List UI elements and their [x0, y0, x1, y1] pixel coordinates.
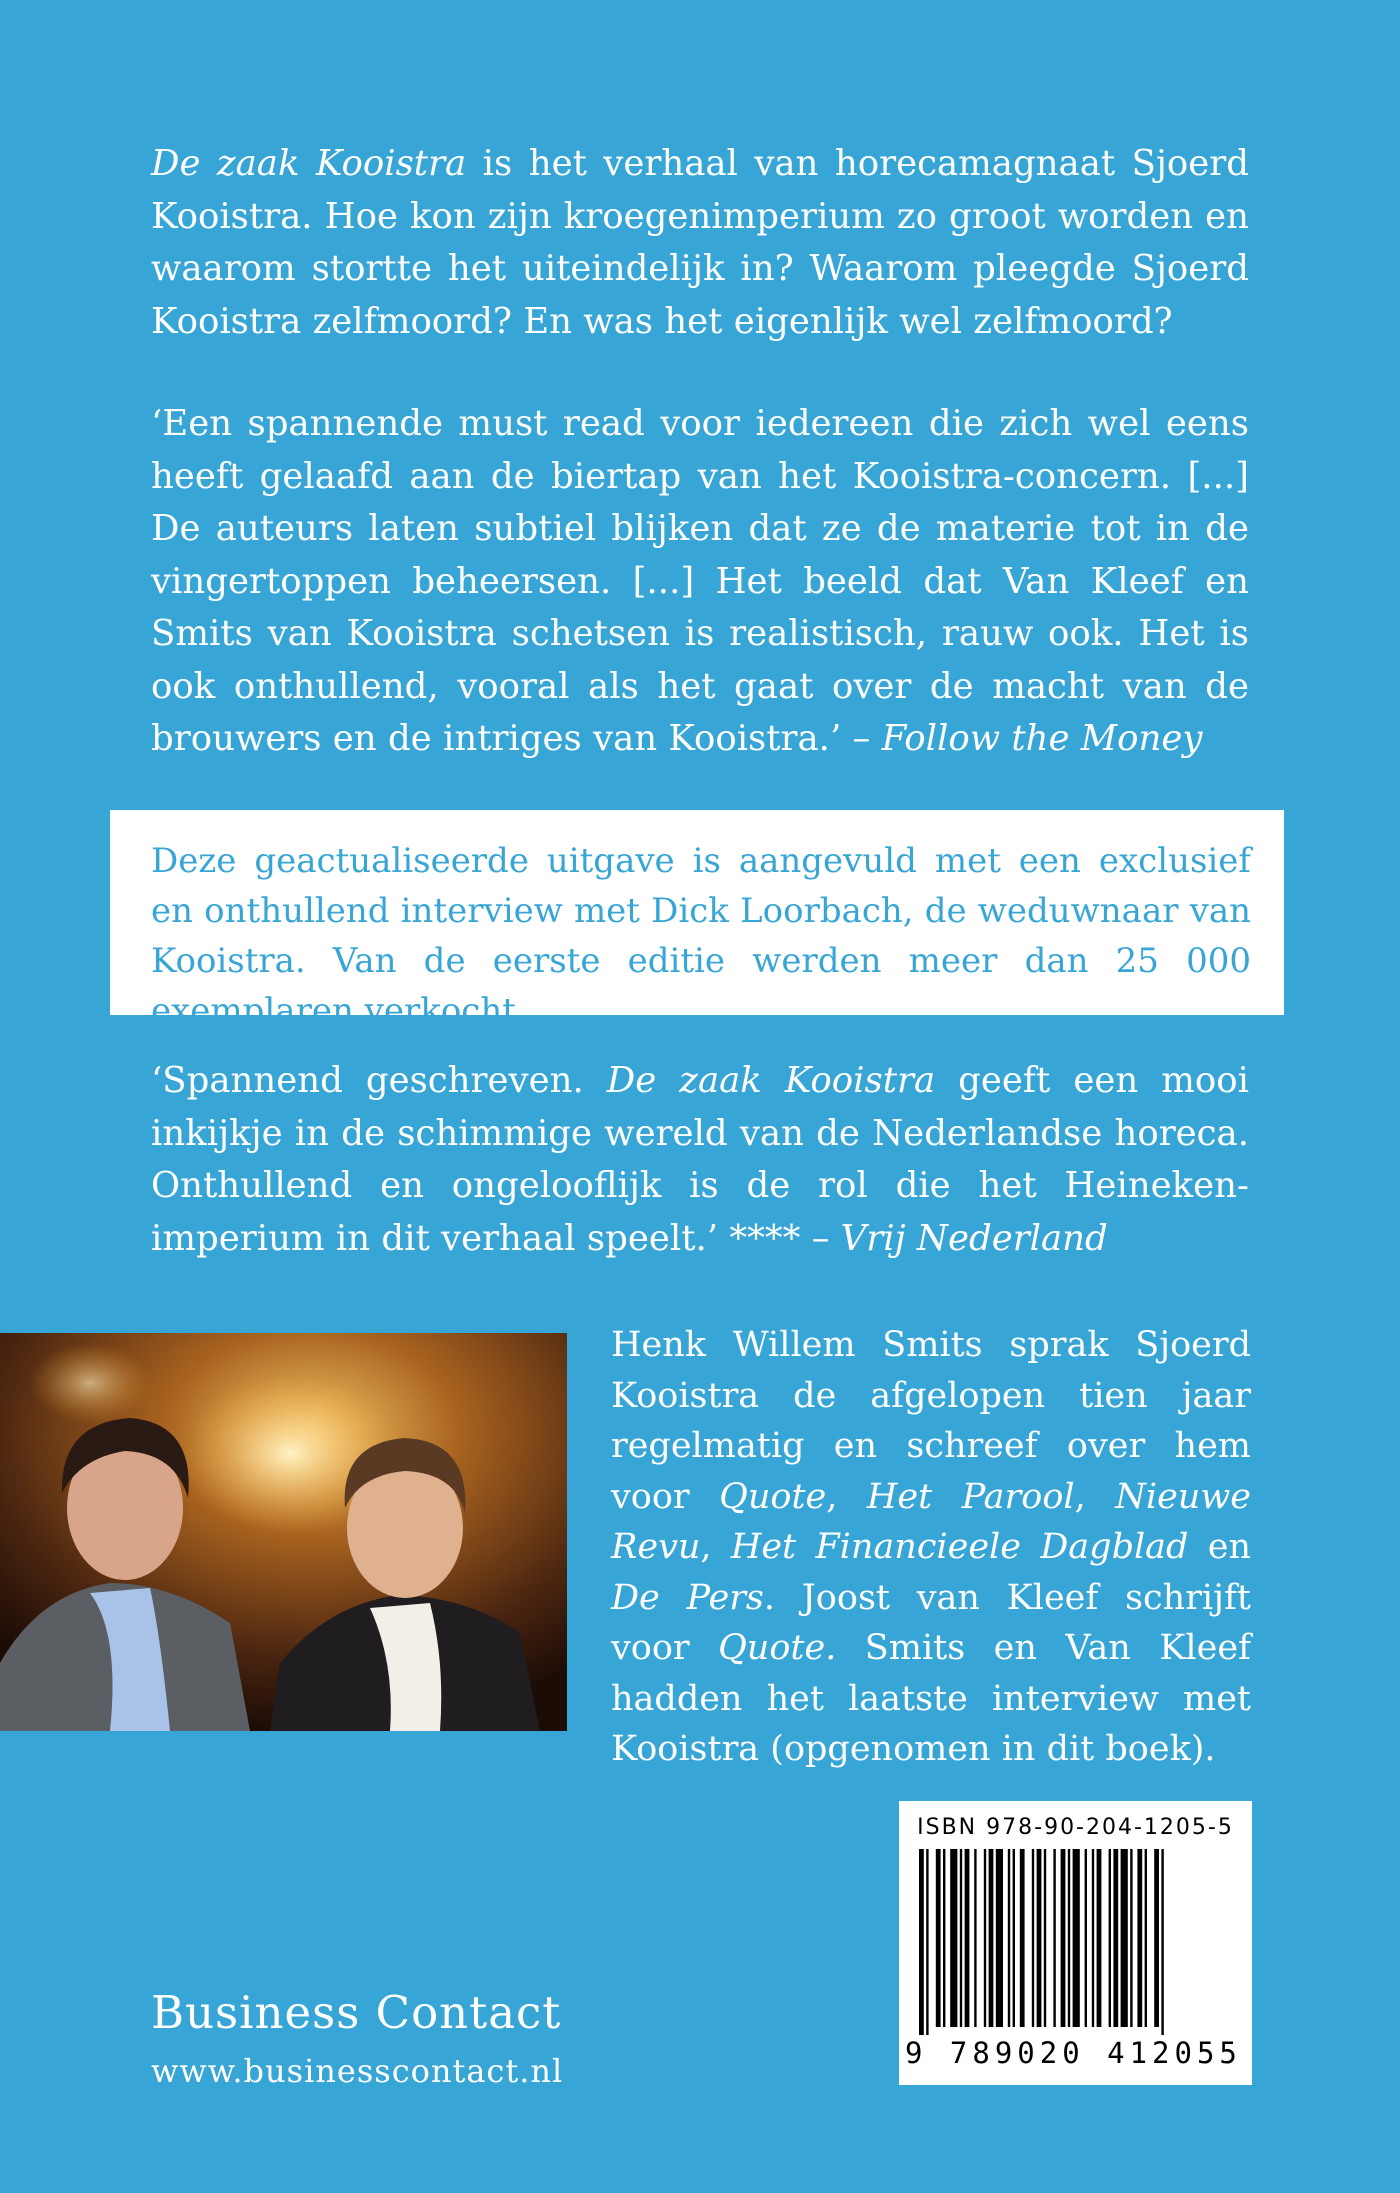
review-quote-1 [151, 398, 1249, 766]
bio-separator: en [1188, 1527, 1251, 1567]
bio-separator: , [700, 1527, 731, 1567]
intro-text: is het verhaal van horecamagnaat Sjoerd Kooistra. Hoe kon zijn kroegenimperium zo groot worden en waarom stortte het uiteindelijk in? Waarom pleegde Sjoerd Kooistra zelfmoord? En was het eigenlijk wel zelfmoord? [151, 143, 1249, 342]
bio-pub-pers: De Pers [611, 1577, 764, 1618]
barcode-digits: 9 789020 412055 [905, 2036, 1242, 2070]
author-bio [611, 1320, 1251, 1775]
author-photo [0, 1333, 567, 1731]
barcode-icon [919, 1849, 1233, 2035]
isbn-label: ISBN 978-90-204-1205-5 [917, 1815, 1234, 1840]
bio-part-2: . Joost van Kleef schrijft voor [611, 1577, 1251, 1668]
bio-separator: , [1074, 1476, 1116, 1517]
bio-pub-quote-2: Quote. [718, 1628, 837, 1668]
bio-pub-revu: Nieuwe Revu [611, 1476, 1251, 1567]
review-quote-2 [151, 1055, 1249, 1265]
review-quote-2-text-end: geeft een mooi inkijkje in de schimmige wereld van de Nederlandse horeca. Onthullend en ongelooflijk is de rol die het Heineken-imperium in dit verhaal speelt.’ **** – [151, 1060, 1249, 1259]
highlight-text: Deze geactualiseerde uitgave is aangevuld met een exclusief en onthullend interview met Dick Loorbach, de weduwnaar van Kooistra. Van de eerste editie werden meer dan 25 000 exemplaren verkocht. [151, 841, 1251, 1031]
review-quote-2-title: De zaak Kooistra [606, 1060, 936, 1101]
bio-part-1: Henk Willem Smits sprak Sjoerd Kooistra de afgelopen tien jaar regelmatig en schreef over hem voor [611, 1325, 1251, 1517]
review-quote-1-text: ‘Een spannende must read voor iedereen die zich wel eens heeft gelaafd aan de biertap van het Kooistra-concern. [...] De auteurs laten subtiel blijken dat ze de materie tot in de vingertoppen beheersen. [...] Het beeld dat Van Kleef en Smits van Kooistra schetsen is realistisch, rauw ook. Het is ook onthullend, vooral als het gaat over de macht van de brouwers en de intriges van Kooistra.’ – [151, 403, 1249, 759]
bio-pub-parool: Het Parool [866, 1476, 1075, 1517]
book-title: De zaak Kooistra [151, 143, 467, 184]
bio-part-3: Smits en Van Kleef hadden het laatste interview met Kooistra (opgenomen in dit boek). [611, 1628, 1251, 1769]
review-quote-1-source: Follow the Money [881, 718, 1203, 759]
review-quote-2-source: Vrij Nederland [840, 1217, 1108, 1259]
highlight-box [110, 810, 1284, 1031]
review-quote-2-text-start: ‘Spannend geschreven. [151, 1060, 607, 1101]
bio-pub-fd: Het Financieele Dagblad [730, 1527, 1189, 1567]
publisher-name: Business Contact [151, 1986, 562, 2039]
bio-pub-quote: Quote [719, 1476, 827, 1517]
publisher-website: www.businesscontact.nl [151, 2052, 564, 2090]
barcode-box [899, 1801, 1252, 2085]
intro-paragraph [151, 138, 1249, 348]
bio-separator: , [826, 1476, 867, 1517]
